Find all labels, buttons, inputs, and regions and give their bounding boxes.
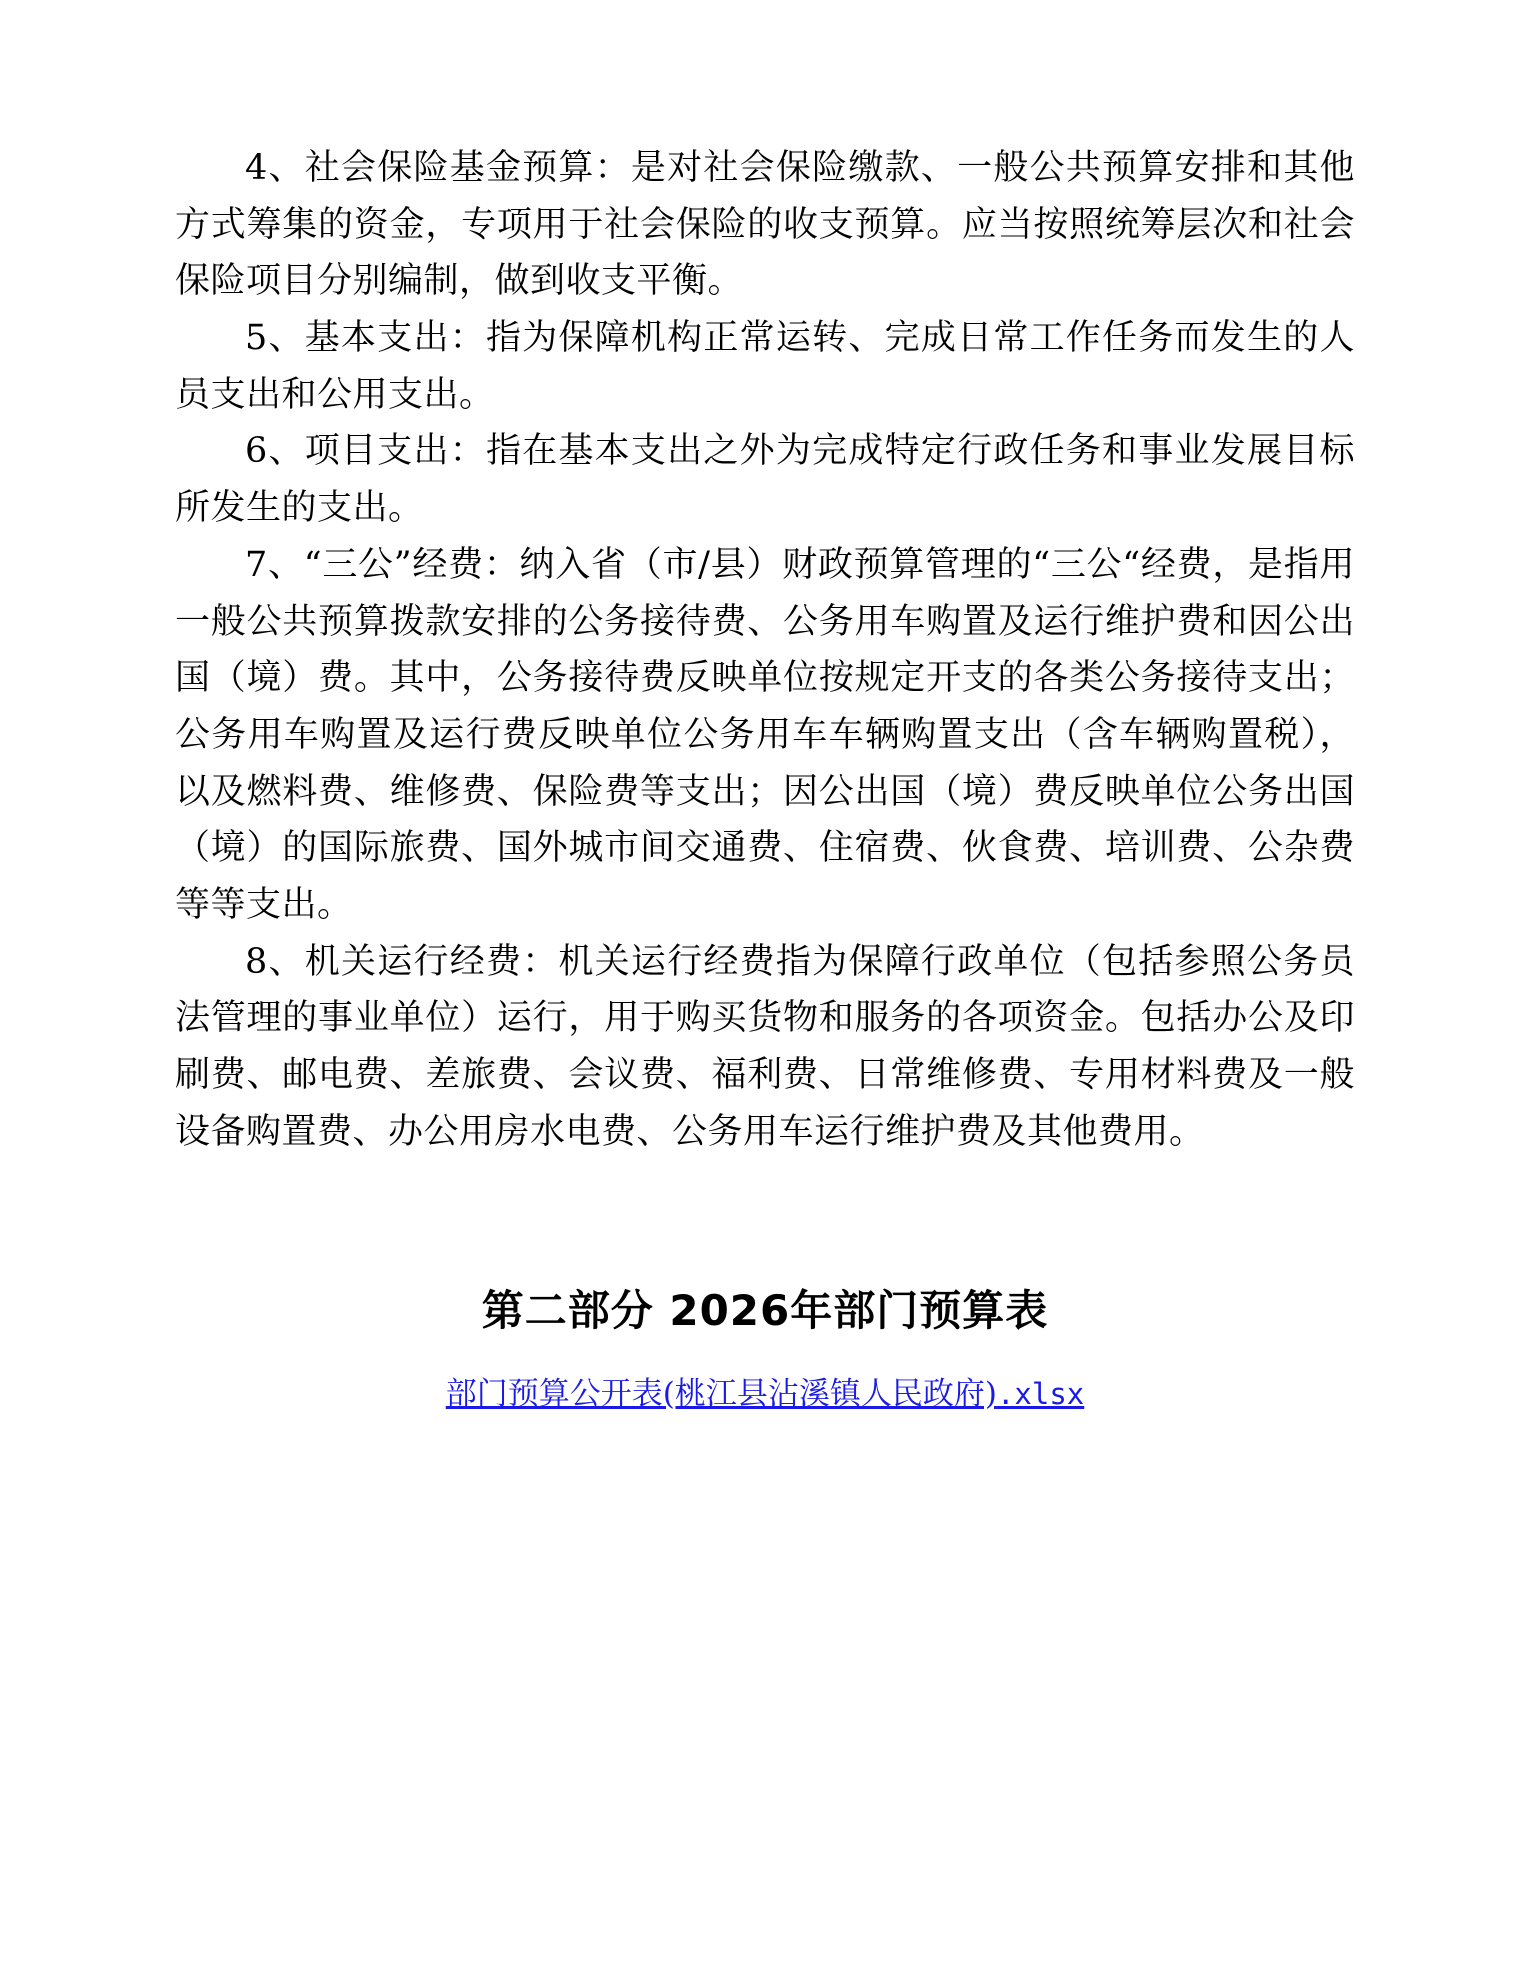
paragraph-8: 8、机关运行经费：机关运行经费指为保障行政单位（包括参照公务员法管理的事业单位）运行，用于购买货物和服务的各项资金。包括办公及印刷费、邮电费、差旅费、会议费、福利费、日常维修费、专用材料费及一般设备购置费、办公用房水电费、公务用车运行维护费及其他费用。 [175,941,1355,1152]
paragraph-6: 6、项目支出：指在基本支出之外为完成特定行政任务和事业发展目标所发生的支出。 [175,431,1355,529]
paragraph-7: 7、“三公”经费：纳入省（市/县）财政预算管理的“三公“经费，是指用一般公共预算拨款安排的公务接待费、公务用车购置及运行维护费和因公出国（境）费。其中，公务接待费反映单位按规定开支的各类公务接待支出；公务用车购置及运行费反映单位公务用车车辆购置支出（含车辆购置税），以及燃料费、维修费、保险费等支出；因公出国（境）费反映单位公务出国（境）的国际旅费、国外城市间交通费、住宿费、伙食费、培训费、公杂费等等支出。 [175,544,1355,925]
paragraph-4: 4、社会保险基金预算：是对社会保险缴款、一般公共预算安排和其他方式筹集的资金，专项用于社会保险的收支预算。应当按照统筹层次和社会保险项目分别编制，做到收支平衡。 [175,148,1355,302]
paragraph-5: 5、基本支出：指为保障机构正常运转、完成日常工作任务而发生的人员支出和公用支出。 [175,318,1355,415]
attachment-row [175,1368,1355,1413]
section-title: 第二部分 2026年部门预算表 [481,1286,1049,1336]
attachment-name: 部门预算公开表(桃江县沾溪镇人民政府) [445,1376,997,1413]
attachment-extension: .xlsx [996,1377,1085,1412]
attachment-link[interactable] [446,1376,1085,1412]
